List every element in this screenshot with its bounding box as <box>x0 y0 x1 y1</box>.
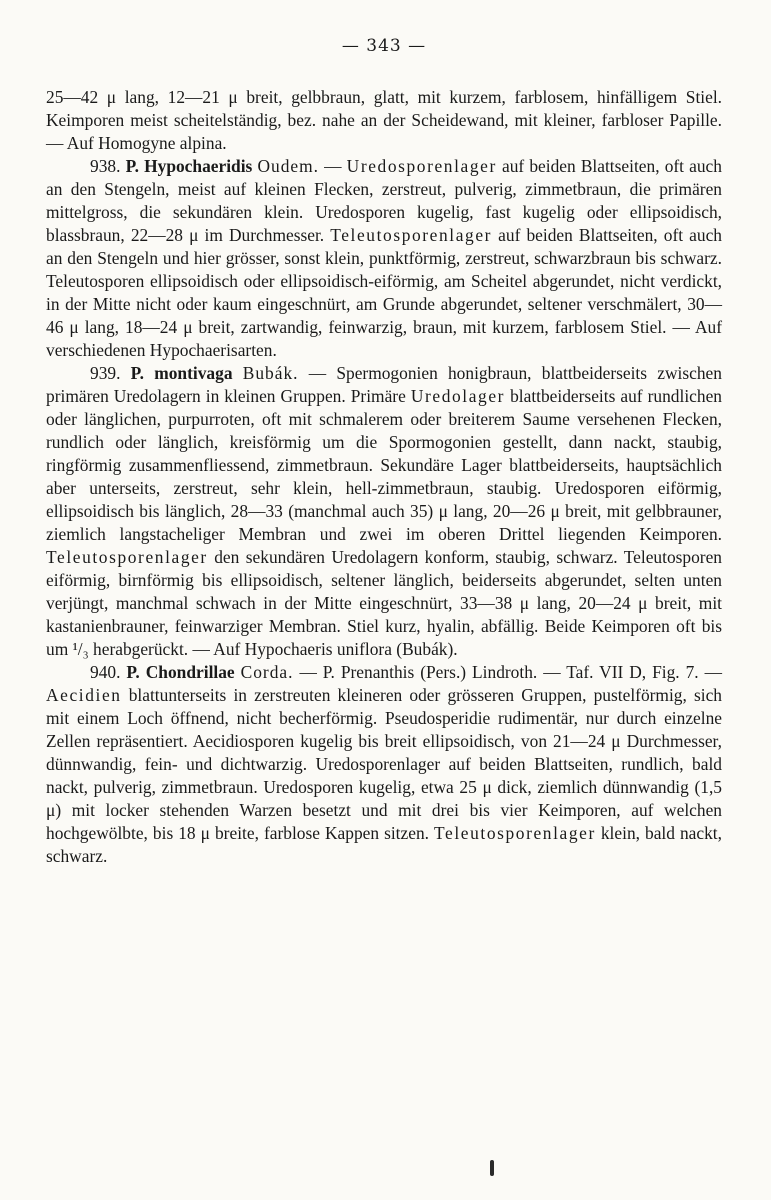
entry-text: auf beiden Blattseiten, oft auch an den Stengeln und hier grösser, sonst klein, punktförmig, zerstreut, schwarzbraun bis schwarz. Teleutosporen ellipsoidisch oder ellipsoidisch-eiförmig, am Scheitel abgerundet, nicht verdickt, in der Mitte nicht oder kaum eingeschnürt, am Grunde abgerundet, seltener verschmälert, 30—46 μ lang, 18—24 μ breit, zartwandig, feinwarzig, braun, mit kurzem, farblosem Stiel. — Auf verschiedenen Hypochaerisarten. <box>46 225 722 360</box>
document-page <box>46 36 722 868</box>
entry-939 <box>46 362 722 661</box>
entry-number: 939. <box>90 363 121 383</box>
spaced-term: Uredolager <box>410 386 506 406</box>
entry-text: — Spermogonien honigbraun, blattbeiderseits zwischen primären Uredolagern in kleinen Gruppen. Primäre <box>46 363 722 406</box>
species-name: montivaga <box>154 363 233 383</box>
scan-mark <box>490 1160 494 1176</box>
spaced-term: Teleutosporenlager <box>46 547 208 567</box>
entry-938 <box>46 155 722 362</box>
spaced-term: Teleutosporenlager <box>434 823 596 843</box>
spaced-term: Aecidien <box>46 685 122 705</box>
spaced-term: Teleutosporenlager <box>330 225 493 245</box>
author-name: Corda. <box>240 662 294 682</box>
entry-text: blattunterseits in zerstreuten kleineren oder grösseren Gruppen, pustelförmig, sich mit einem Loch öffnend, nicht becherförmig. Pseudosperidie rudimentär, nur durch einzelne Zellen repräsentiert. Aecidiosporen kugelig bis breit ellipsoidisch, von 21—24 μ Durchmesser, dünnwandig, fein- und dichtwarzig. Uredosporenlager auf beiden Blattseiten, rundlich, bald nackt, pulverig, zimmetbraun. Uredosporen kugelig, etwa 25 μ dick, ziemlich dünnwandig (1,5 μ) mit locker stehenden Warzen besetzt und mit drei bis vier Keimporen, auf welchen hochgewölbte, bis 18 μ breite, farblose Kappen sitzen. <box>46 685 722 843</box>
entry-text: auf beiden Blattseiten, oft auch an den Stengeln, meist auf kleinen Flecken, zerstreut, pulverig, zimmetbraun, die primären mittelgross, die sekundären klein. Uredosporen kugelig, fast kugelig oder ellipsoidisch, blassbraun, 22—28 μ im Durchmesser. <box>46 156 722 245</box>
species-name: Chondrillae <box>145 662 235 682</box>
author-name: Oudem. <box>257 156 319 176</box>
genus-abbrev: P. <box>130 363 145 383</box>
species-name: Hypochaeridis <box>144 156 253 176</box>
entry-number: 940. <box>90 662 121 682</box>
entry-text: blattbeiderseits auf rundlichen oder länglichen, purpurroten, oft mit schmalerem oder breiterem Saume versehenen Flecken, rundlich oder länglich, kreisförmig um die Spormogonien gestellt, dann nackt, staubig, ringförmig zusammenfliessend, zimmetbraun. Sekundäre Lager blattbeiderseits, hauptsächlich aber unterseits, zerstreut, sehr klein, hell-zimmetbraun, staubig. Uredosporen eiförmig, ellipsoidisch bis länglich, 28—33 (manchmal auch 35) μ lang, 20—26 μ breit, mit gelbbrauner, ziemlich langstacheliger Membran und zwei im oberen Drittel liegenden Keimporen. <box>46 386 722 544</box>
spaced-term: Uredosporenlager <box>346 156 497 176</box>
genus-abbrev: P. <box>126 662 140 682</box>
entry-940 <box>46 661 722 868</box>
genus-abbrev: P. <box>125 156 139 176</box>
entry-text: den sekundären Uredolagern konform, staubig, schwarz. Teleutosporen eiförmig, birnförmig bis ellipsoidisch, seltener länglich, beiderseits abgerundet, selten unten verjüngt, manchmal schwach in der Mitte eingeschnürt, 33—38 μ lang, 20—24 μ breit, mit kastanienbrauner, feinwarziger Membran. Stiel kurz, hyalin, abfällig. Beide Keimporen oft bis um ¹/₃ herabgerückt. — Auf Hypochaeris uniflora (Bubák). <box>46 547 722 659</box>
entry-text: — <box>319 156 347 176</box>
entry-number: 938. <box>90 156 121 176</box>
author-name: Bubák. <box>242 363 299 383</box>
paragraph-continuation: 25—42 μ lang, 12—21 μ breit, gelbbraun, glatt, mit kurzem, farblosem, hinfälligem Stiel. Keimporen meist scheitelständig, bez. nahe an der Scheidewand, mit kleiner, farbloser Papille. — Auf Homogyne alpina. <box>46 87 722 153</box>
entry-text: — P. Prenanthis (Pers.) Lindroth. — Taf. VII D, Fig. 7. — <box>293 662 722 682</box>
entry-text: klein, bald nackt, schwarz. <box>46 823 722 866</box>
page-number: — 343 — <box>341 36 427 56</box>
